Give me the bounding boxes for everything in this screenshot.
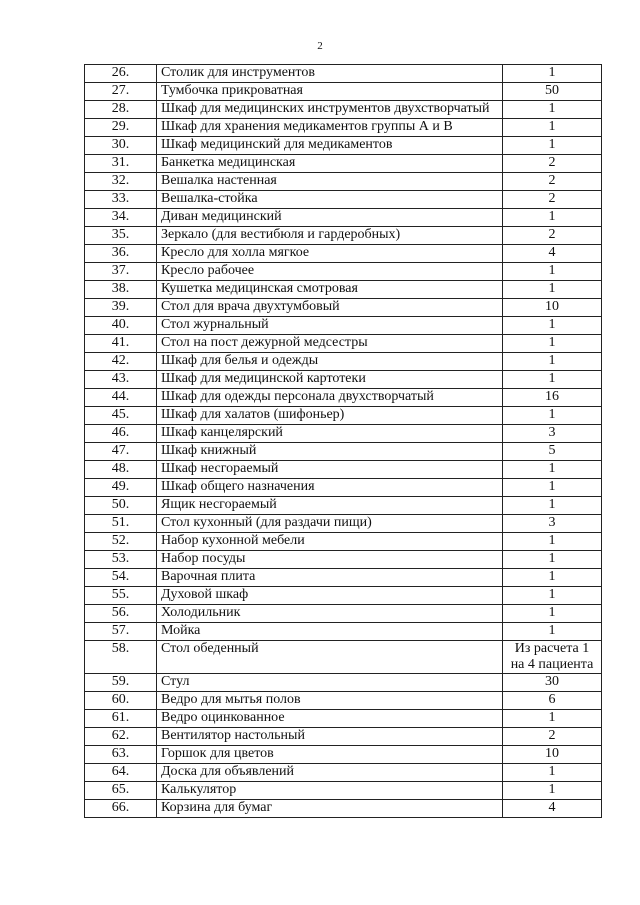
- item-quantity: 6: [503, 692, 602, 710]
- row-number: 44.: [85, 389, 157, 407]
- table-row: [85, 263, 602, 281]
- item-name: Шкаф книжный: [157, 443, 503, 461]
- item-quantity: 1: [503, 461, 602, 479]
- row-number: 31.: [85, 155, 157, 173]
- table-row: [85, 407, 602, 425]
- row-number: 55.: [85, 587, 157, 605]
- item-name: Тумбочка прикроватная: [157, 83, 503, 101]
- table-row: [85, 443, 602, 461]
- table-row: [85, 299, 602, 317]
- row-number: 41.: [85, 335, 157, 353]
- item-quantity: 1: [503, 101, 602, 119]
- equipment-table-body: [85, 65, 602, 818]
- table-row: [85, 605, 602, 623]
- item-quantity: 1: [503, 407, 602, 425]
- row-number: 48.: [85, 461, 157, 479]
- table-row: [85, 101, 602, 119]
- row-number: 30.: [85, 137, 157, 155]
- table-row: [85, 479, 602, 497]
- item-quantity: 2: [503, 191, 602, 209]
- item-quantity: 1: [503, 782, 602, 800]
- item-quantity: 1: [503, 209, 602, 227]
- item-name: Вешалка-стойка: [157, 191, 503, 209]
- item-name: Вентилятор настольный: [157, 728, 503, 746]
- item-quantity: 1: [503, 764, 602, 782]
- table-row: [85, 587, 602, 605]
- item-name: Стол обеденный: [157, 641, 503, 674]
- row-number: 60.: [85, 692, 157, 710]
- item-quantity: 10: [503, 746, 602, 764]
- item-quantity: 1: [503, 65, 602, 83]
- row-number: 57.: [85, 623, 157, 641]
- item-quantity: 1: [503, 710, 602, 728]
- item-quantity: 2: [503, 173, 602, 191]
- row-number: 63.: [85, 746, 157, 764]
- item-quantity: 3: [503, 515, 602, 533]
- row-number: 34.: [85, 209, 157, 227]
- item-quantity: 1: [503, 533, 602, 551]
- row-number: 51.: [85, 515, 157, 533]
- item-name: Горшок для цветов: [157, 746, 503, 764]
- table-row: [85, 692, 602, 710]
- row-number: 32.: [85, 173, 157, 191]
- table-row: [85, 569, 602, 587]
- item-name: Шкаф для медицинской картотеки: [157, 371, 503, 389]
- table-row: [85, 497, 602, 515]
- item-name: Кресло рабочее: [157, 263, 503, 281]
- table-row: [85, 623, 602, 641]
- item-name: Стол на пост дежурной медсестры: [157, 335, 503, 353]
- item-name: Банкетка медицинская: [157, 155, 503, 173]
- item-name: Ящик несгораемый: [157, 497, 503, 515]
- table-row: [85, 746, 602, 764]
- table-row: [85, 209, 602, 227]
- table-row: [85, 227, 602, 245]
- row-number: 46.: [85, 425, 157, 443]
- item-quantity: 1: [503, 551, 602, 569]
- row-number: 28.: [85, 101, 157, 119]
- row-number: 36.: [85, 245, 157, 263]
- row-number: 33.: [85, 191, 157, 209]
- row-number: 49.: [85, 479, 157, 497]
- table-row: [85, 191, 602, 209]
- item-name: Вешалка настенная: [157, 173, 503, 191]
- item-name: Набор посуды: [157, 551, 503, 569]
- row-number: 35.: [85, 227, 157, 245]
- row-number: 59.: [85, 674, 157, 692]
- item-name: Диван медицинский: [157, 209, 503, 227]
- table-row: [85, 245, 602, 263]
- item-quantity: 4: [503, 800, 602, 818]
- item-quantity: 1: [503, 623, 602, 641]
- table-row: [85, 764, 602, 782]
- item-quantity: 2: [503, 728, 602, 746]
- page-number: 2: [317, 40, 323, 52]
- table-row: [85, 353, 602, 371]
- item-quantity: 1: [503, 371, 602, 389]
- item-name: Холодильник: [157, 605, 503, 623]
- item-name: Варочная плита: [157, 569, 503, 587]
- item-quantity: 2: [503, 155, 602, 173]
- row-number: 56.: [85, 605, 157, 623]
- table-row: [85, 389, 602, 407]
- item-quantity: 50: [503, 83, 602, 101]
- table-row: [85, 335, 602, 353]
- table-row: [85, 173, 602, 191]
- item-name: Шкаф медицинский для медикаментов: [157, 137, 503, 155]
- row-number: 65.: [85, 782, 157, 800]
- row-number: 27.: [85, 83, 157, 101]
- row-number: 66.: [85, 800, 157, 818]
- table-row: [85, 137, 602, 155]
- row-number: 42.: [85, 353, 157, 371]
- row-number: 38.: [85, 281, 157, 299]
- item-name: Доска для объявлений: [157, 764, 503, 782]
- item-quantity: 1: [503, 479, 602, 497]
- row-number: 45.: [85, 407, 157, 425]
- row-number: 40.: [85, 317, 157, 335]
- item-quantity: 1: [503, 353, 602, 371]
- row-number: 64.: [85, 764, 157, 782]
- table-row: [85, 281, 602, 299]
- item-name: Шкаф канцелярский: [157, 425, 503, 443]
- item-name: Зеркало (для вестибюля и гардеробных): [157, 227, 503, 245]
- item-name: Кресло для холла мягкое: [157, 245, 503, 263]
- table-row: [85, 800, 602, 818]
- item-name: Ведро оцинкованное: [157, 710, 503, 728]
- item-quantity: 1: [503, 569, 602, 587]
- table-row: [85, 515, 602, 533]
- item-name: Корзина для бумаг: [157, 800, 503, 818]
- table-row: [85, 533, 602, 551]
- table-row: [85, 371, 602, 389]
- item-name: Мойка: [157, 623, 503, 641]
- row-number: 52.: [85, 533, 157, 551]
- item-name: Шкаф общего назначения: [157, 479, 503, 497]
- row-number: 29.: [85, 119, 157, 137]
- item-quantity: 16: [503, 389, 602, 407]
- row-number: 58.: [85, 641, 157, 674]
- item-quantity: 1: [503, 263, 602, 281]
- row-number: 37.: [85, 263, 157, 281]
- item-name: Шкаф для медицинских инструментов двухстворчатый: [157, 101, 503, 119]
- table-row: [85, 317, 602, 335]
- table-row: [85, 461, 602, 479]
- table-row: [85, 551, 602, 569]
- item-name: Стол кухонный (для раздачи пищи): [157, 515, 503, 533]
- row-number: 53.: [85, 551, 157, 569]
- table-row: [85, 83, 602, 101]
- item-name: Шкаф для белья и одежды: [157, 353, 503, 371]
- item-name: Шкаф для одежды персонала двухстворчатый: [157, 389, 503, 407]
- row-number: 54.: [85, 569, 157, 587]
- row-number: 62.: [85, 728, 157, 746]
- table-row: [85, 782, 602, 800]
- item-quantity: 1: [503, 281, 602, 299]
- table-row: [85, 728, 602, 746]
- row-number: 26.: [85, 65, 157, 83]
- item-quantity: 30: [503, 674, 602, 692]
- row-number: 39.: [85, 299, 157, 317]
- item-name: Калькулятор: [157, 782, 503, 800]
- table-row: [85, 119, 602, 137]
- item-name: Шкаф для халатов (шифоньер): [157, 407, 503, 425]
- item-quantity: 1: [503, 605, 602, 623]
- item-quantity: 1: [503, 335, 602, 353]
- item-quantity: 1: [503, 587, 602, 605]
- table-row: [85, 710, 602, 728]
- item-name: Ведро для мытья полов: [157, 692, 503, 710]
- item-name: Кушетка медицинская смотровая: [157, 281, 503, 299]
- equipment-table: [84, 64, 602, 818]
- item-name: Столик для инструментов: [157, 65, 503, 83]
- table-row: [85, 65, 602, 83]
- item-quantity: 1: [503, 137, 602, 155]
- table-row: [85, 641, 602, 674]
- item-quantity: 1: [503, 497, 602, 515]
- row-number: 50.: [85, 497, 157, 515]
- item-quantity: Из расчета 1 на 4 пациента: [503, 641, 602, 674]
- item-name: Стул: [157, 674, 503, 692]
- item-name: Набор кухонной мебели: [157, 533, 503, 551]
- row-number: 47.: [85, 443, 157, 461]
- item-quantity: 1: [503, 317, 602, 335]
- item-name: Духовой шкаф: [157, 587, 503, 605]
- row-number: 43.: [85, 371, 157, 389]
- row-number: 61.: [85, 710, 157, 728]
- table-row: [85, 155, 602, 173]
- item-name: Шкаф несгораемый: [157, 461, 503, 479]
- item-quantity: 10: [503, 299, 602, 317]
- item-quantity: 3: [503, 425, 602, 443]
- item-name: Стол журнальный: [157, 317, 503, 335]
- item-quantity: 1: [503, 119, 602, 137]
- item-quantity: 2: [503, 227, 602, 245]
- table-row: [85, 674, 602, 692]
- item-name: Шкаф для хранения медикаментов группы А и В: [157, 119, 503, 137]
- item-quantity: 5: [503, 443, 602, 461]
- table-row: [85, 425, 602, 443]
- item-quantity: 4: [503, 245, 602, 263]
- item-name: Стол для врача двухтумбовый: [157, 299, 503, 317]
